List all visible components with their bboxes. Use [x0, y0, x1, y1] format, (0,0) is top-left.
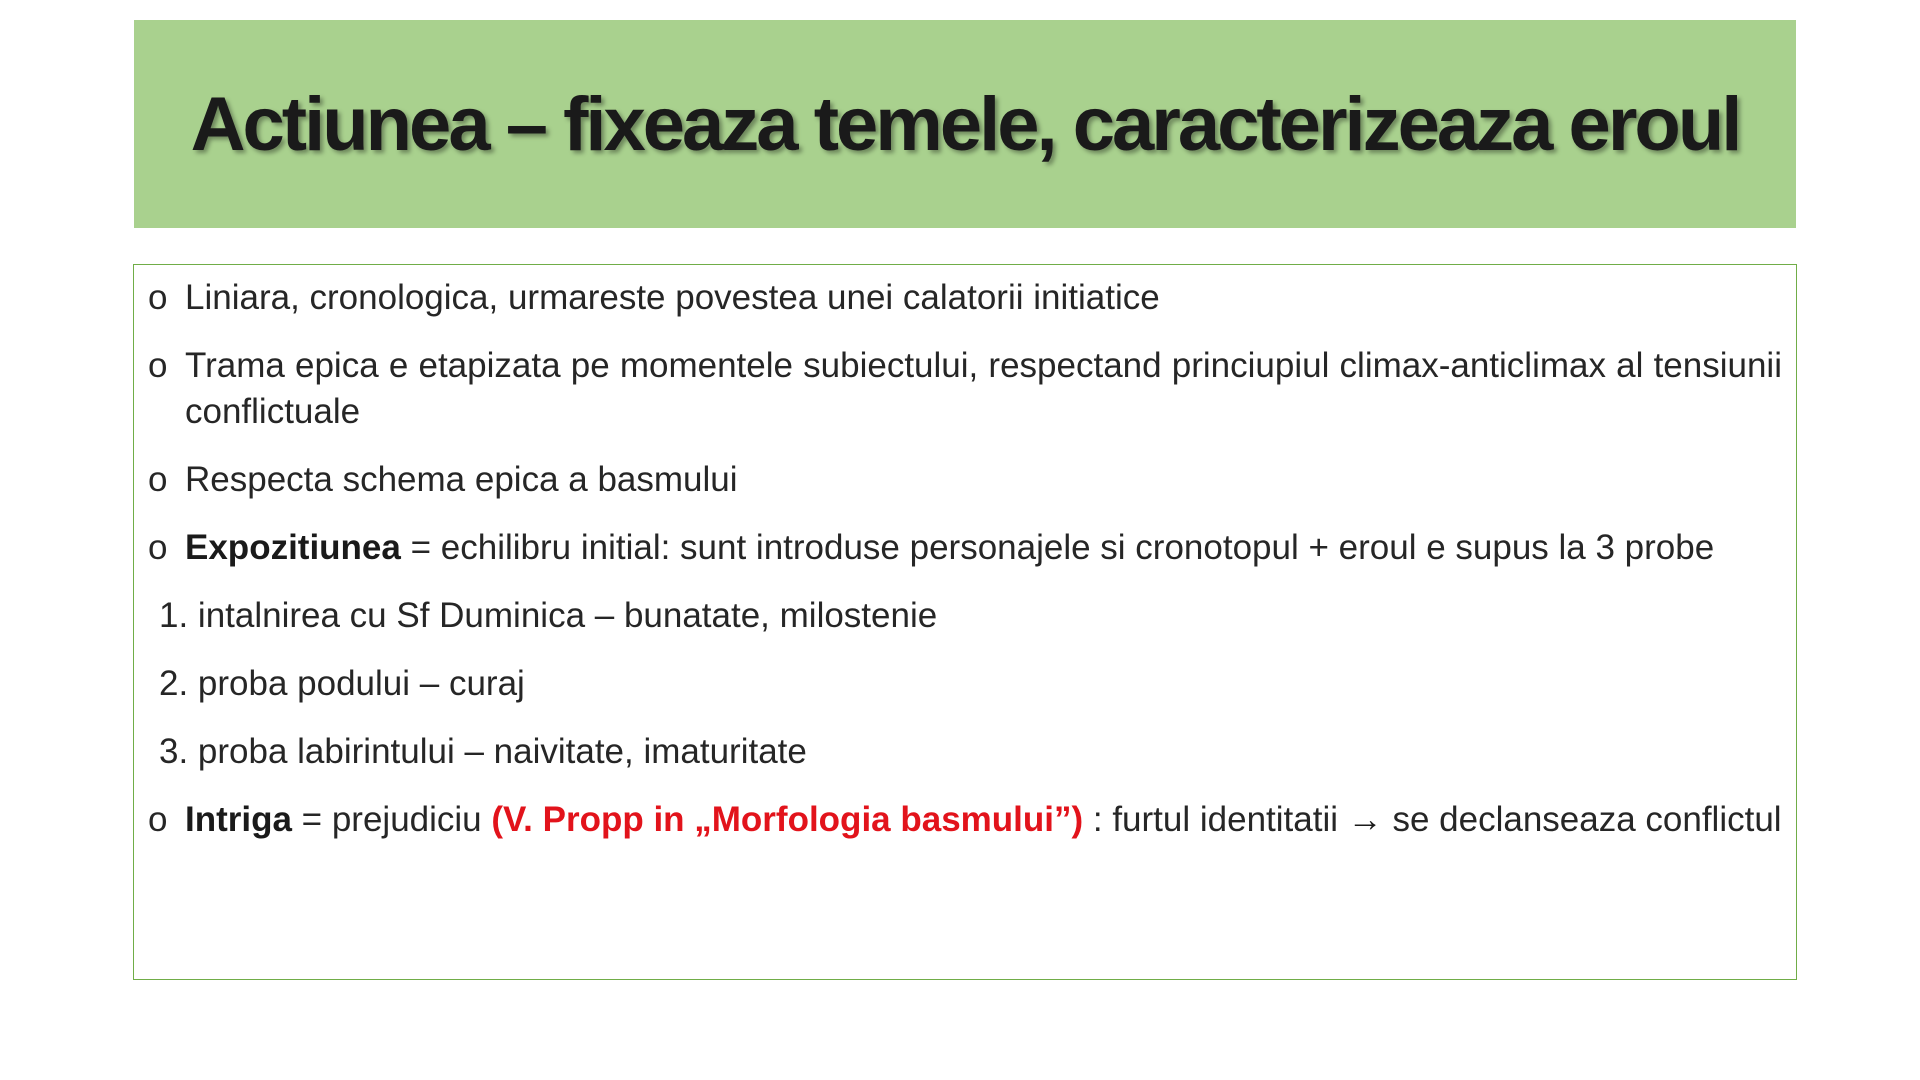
- title-bar: [134, 20, 1796, 228]
- numbered-item: 3. proba labirintului – naivitate, imaturitate: [159, 732, 807, 771]
- bullet-marker: o: [148, 346, 168, 385]
- bullet-text: = echilibru initial: sunt introduse personajele si cronotopul + eroul e supus la 3 probe: [400, 528, 1715, 567]
- arrow-right-icon: →: [1347, 800, 1383, 839]
- bullet-item: [148, 343, 1782, 435]
- bullet-marker: o: [148, 278, 168, 317]
- bullet-text: Trama epica e etapizata pe momentele subiectului, respectand princiupiul climax-anticlimax al tensiunii conflictuale: [185, 346, 1782, 431]
- bullet-text: = prejudiciu: [291, 800, 492, 839]
- numbered-item: 2. proba podului – curaj: [159, 664, 525, 703]
- bullet-marker: o: [148, 800, 168, 839]
- bullet-item: [148, 797, 1782, 843]
- bullet-marker: o: [148, 528, 168, 567]
- content-box: [133, 264, 1797, 980]
- bullet-text: se declanseaza conflictul: [1382, 800, 1782, 839]
- bullet-text: : furtul identitatii: [1083, 800, 1348, 839]
- numbered-item: 1. intalnirea cu Sf Duminica – bunatate, milostenie: [159, 596, 938, 635]
- bold-term: Expozitiunea: [185, 528, 401, 567]
- slide-title: Actiunea – fixeaza temele, caracterizeaza eroul: [190, 81, 1740, 167]
- bullet-marker: o: [148, 460, 168, 499]
- bullet-text: Liniara, cronologica, urmareste povestea unei calatorii initiatice: [185, 278, 1160, 317]
- bullet-text: Respecta schema epica a basmului: [185, 460, 738, 499]
- red-citation: (V. Propp in „Morfologia basmului”): [491, 800, 1084, 839]
- bold-term: Intriga: [185, 800, 292, 839]
- bullet-item: [148, 457, 1782, 503]
- bullet-item: [148, 275, 1782, 321]
- bullet-item: [148, 525, 1782, 571]
